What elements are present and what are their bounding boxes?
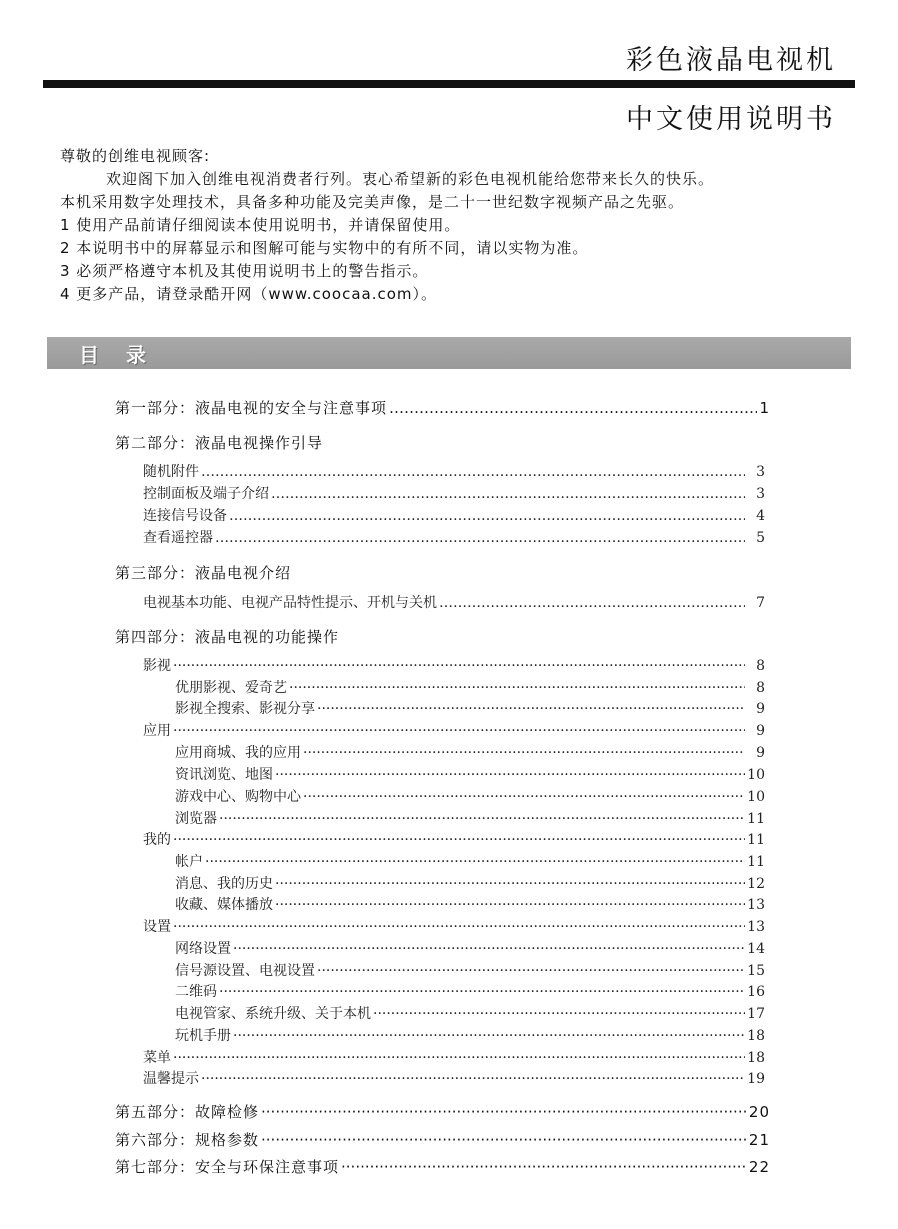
toc-leader bbox=[215, 530, 745, 546]
toc-item-page: 8 bbox=[756, 680, 765, 696]
toc-item-label: 信号源设置、电视设置 bbox=[175, 963, 315, 979]
toc-item-label: 游戏中心、购物中心 bbox=[175, 789, 301, 805]
note-3: 3 必须严格遵守本机及其使用说明书上的警告指示。 bbox=[60, 262, 429, 280]
toc-leader bbox=[341, 1158, 747, 1176]
toc-item-label: 随机附件 bbox=[143, 464, 199, 480]
header-rule bbox=[43, 80, 855, 88]
toc-leader bbox=[173, 832, 745, 848]
toc-item-label: 二维码 bbox=[175, 984, 217, 1000]
toc-part5-page: 20 bbox=[748, 1103, 770, 1121]
toc-leader bbox=[261, 1103, 747, 1121]
toc-item-label: 帐户 bbox=[175, 854, 203, 870]
toc-item[interactable] bbox=[143, 592, 765, 612]
toc-section-page: 18 bbox=[747, 1050, 765, 1066]
toc-part3[interactable]: 第三部分：液晶电视介绍 bbox=[115, 564, 292, 582]
document-subtitle: 中文使用说明书 bbox=[626, 104, 836, 135]
toc-leader bbox=[201, 464, 745, 480]
toc-item-label: 收藏、媒体播放 bbox=[175, 897, 273, 913]
welcome-text: 欢迎阁下加入创维电视消费者行列。衷心希望新的彩色电视机能给您带来长久的快乐。 bbox=[106, 170, 715, 188]
toc-item[interactable] bbox=[175, 786, 765, 806]
toc-section-label: 菜单 bbox=[143, 1050, 171, 1066]
toc-item-page: 13 bbox=[747, 897, 765, 913]
toc-item-label: 玩机手册 bbox=[175, 1028, 231, 1044]
toc-item-label: 应用商城、我的应用 bbox=[175, 745, 301, 761]
toc-part1[interactable] bbox=[115, 397, 770, 418]
toc-item[interactable] bbox=[175, 894, 765, 914]
toc-leader bbox=[389, 399, 757, 417]
toc-leader bbox=[289, 680, 745, 696]
intro-block bbox=[60, 145, 850, 306]
toc-item-page: 12 bbox=[747, 876, 765, 892]
toc-item[interactable] bbox=[175, 981, 765, 1001]
toc-leader bbox=[201, 1071, 745, 1087]
toc-item-label: 优朋影视、爱奇艺 bbox=[175, 680, 287, 696]
toc-item-page: 3 bbox=[756, 464, 765, 480]
toc-leader bbox=[173, 723, 745, 739]
toc-item-label: 影视全搜索、影视分享 bbox=[175, 701, 315, 717]
toc-part7-page: 22 bbox=[748, 1158, 770, 1176]
toc-leader bbox=[233, 941, 745, 957]
toc-section[interactable] bbox=[143, 655, 765, 675]
toc-section-page: 9 bbox=[756, 723, 765, 739]
toc-item[interactable] bbox=[175, 742, 765, 762]
toc-item[interactable] bbox=[175, 764, 765, 784]
tech-text: 本机采用数字处理技术，具备多种功能及完美声像，是二十一世纪数字视频产品之先驱。 bbox=[60, 193, 685, 211]
toc-item-label: 控制面板及端子介绍 bbox=[143, 486, 269, 502]
toc-item-page: 4 bbox=[756, 508, 765, 524]
toc-leader bbox=[229, 508, 745, 524]
note-4: 4 更多产品，请登录酷开网（www.coocaa.com）。 bbox=[60, 285, 438, 303]
toc-part7-label: 第七部分：安全与环保注意事项 bbox=[115, 1158, 340, 1176]
toc-leader bbox=[233, 1028, 745, 1044]
toc-leader bbox=[205, 854, 745, 870]
toc-section-label: 温馨提示 bbox=[143, 1071, 199, 1087]
toc-section-label: 设置 bbox=[143, 919, 171, 935]
toc-item[interactable] bbox=[175, 873, 765, 893]
toc-item-label: 消息、我的历史 bbox=[175, 876, 273, 892]
toc-item-label: 电视管家、系统升级、关于本机 bbox=[175, 1006, 371, 1022]
toc-item[interactable] bbox=[175, 808, 765, 828]
toc-section-page: 13 bbox=[747, 919, 765, 935]
toc-leader bbox=[275, 897, 745, 913]
toc-item[interactable] bbox=[175, 1025, 765, 1045]
toc-item-label: 浏览器 bbox=[175, 811, 217, 827]
toc-leader bbox=[275, 767, 745, 783]
toc-item[interactable] bbox=[143, 461, 765, 481]
toc-item-label: 查看遥控器 bbox=[143, 530, 213, 546]
toc-leader bbox=[317, 701, 745, 717]
toc-item-page: 3 bbox=[756, 486, 765, 502]
toc-part7[interactable] bbox=[115, 1156, 770, 1177]
toc-item-page: 10 bbox=[747, 789, 765, 805]
toc-item-label: 资讯浏览、地图 bbox=[175, 767, 273, 783]
toc-section-page: 11 bbox=[747, 832, 765, 848]
toc-item-label: 连接信号设备 bbox=[143, 508, 227, 524]
toc-leader bbox=[173, 919, 745, 935]
toc-item-page: 15 bbox=[747, 963, 765, 979]
toc-item[interactable] bbox=[143, 483, 765, 503]
toc-section[interactable] bbox=[143, 916, 765, 936]
toc-item[interactable] bbox=[175, 851, 765, 871]
toc-part2[interactable]: 第二部分：液晶电视操作引导 bbox=[115, 434, 324, 452]
toc-part5[interactable] bbox=[115, 1101, 770, 1122]
toc-item[interactable] bbox=[175, 677, 765, 697]
toc-leader bbox=[439, 595, 745, 611]
toc-part1-page: 1 bbox=[759, 399, 770, 417]
toc-leader bbox=[219, 984, 745, 1000]
toc-leader bbox=[219, 811, 745, 827]
toc-item[interactable] bbox=[143, 505, 765, 525]
toc-leader bbox=[373, 1006, 745, 1022]
toc-leader bbox=[173, 1050, 745, 1066]
toc-section-page: 19 bbox=[747, 1071, 765, 1087]
toc-item[interactable] bbox=[143, 527, 765, 547]
toc-leader bbox=[303, 789, 745, 805]
toc-section[interactable] bbox=[143, 720, 765, 740]
note-2: 2 本说明书中的屏幕显示和图解可能与实物中的有所不同，请以实物为准。 bbox=[60, 239, 589, 257]
toc-item-page: 11 bbox=[747, 854, 765, 870]
toc-leader bbox=[303, 745, 745, 761]
toc-leader bbox=[261, 1131, 747, 1149]
toc-item-page: 9 bbox=[756, 701, 765, 717]
toc-section-label: 影视 bbox=[143, 658, 171, 674]
toc-item-label: 网络设置 bbox=[175, 941, 231, 957]
toc-section[interactable] bbox=[143, 829, 765, 849]
toc-section-label: 应用 bbox=[143, 723, 171, 739]
toc-item-page: 9 bbox=[756, 745, 765, 761]
toc-leader bbox=[271, 486, 745, 502]
toc-section-label: 我的 bbox=[143, 832, 171, 848]
toc-item-page: 14 bbox=[747, 941, 765, 957]
toc-section[interactable] bbox=[143, 1047, 765, 1067]
toc-leader bbox=[173, 658, 745, 674]
toc-part6-label: 第六部分：规格参数 bbox=[115, 1131, 260, 1149]
toc-item-page: 18 bbox=[747, 1028, 765, 1044]
toc-part5-label: 第五部分：故障检修 bbox=[115, 1103, 260, 1121]
toc-part6[interactable] bbox=[115, 1129, 770, 1150]
toc-section-page: 8 bbox=[756, 658, 765, 674]
toc-part6-page: 21 bbox=[748, 1131, 770, 1149]
toc-item-page: 7 bbox=[756, 595, 765, 611]
toc-heading: 目 录 bbox=[79, 343, 156, 367]
toc-item[interactable] bbox=[175, 960, 765, 980]
toc-item-page: 17 bbox=[747, 1006, 765, 1022]
toc-item-page: 16 bbox=[747, 984, 765, 1000]
toc-banner bbox=[47, 337, 851, 369]
toc-item-label: 电视基本功能、电视产品特性提示、开机与关机 bbox=[143, 595, 437, 611]
document-title: 彩色液晶电视机 bbox=[626, 45, 836, 76]
toc-section[interactable] bbox=[143, 1068, 765, 1088]
toc-item[interactable] bbox=[175, 938, 765, 958]
toc-item[interactable] bbox=[175, 698, 765, 718]
toc-part4[interactable]: 第四部分：液晶电视的功能操作 bbox=[115, 628, 340, 646]
toc-item[interactable] bbox=[175, 1003, 765, 1023]
toc-item-page: 10 bbox=[747, 767, 765, 783]
toc-leader bbox=[275, 876, 745, 892]
note-1: 1 使用产品前请仔细阅读本使用说明书，并请保留使用。 bbox=[60, 216, 461, 234]
toc-item-page: 5 bbox=[756, 530, 765, 546]
toc-item-page: 11 bbox=[747, 811, 765, 827]
greeting: 尊敬的创维电视顾客: bbox=[60, 147, 211, 165]
toc-part1-label: 第一部分：液晶电视的安全与注意事项 bbox=[115, 399, 388, 417]
toc-leader bbox=[317, 963, 745, 979]
